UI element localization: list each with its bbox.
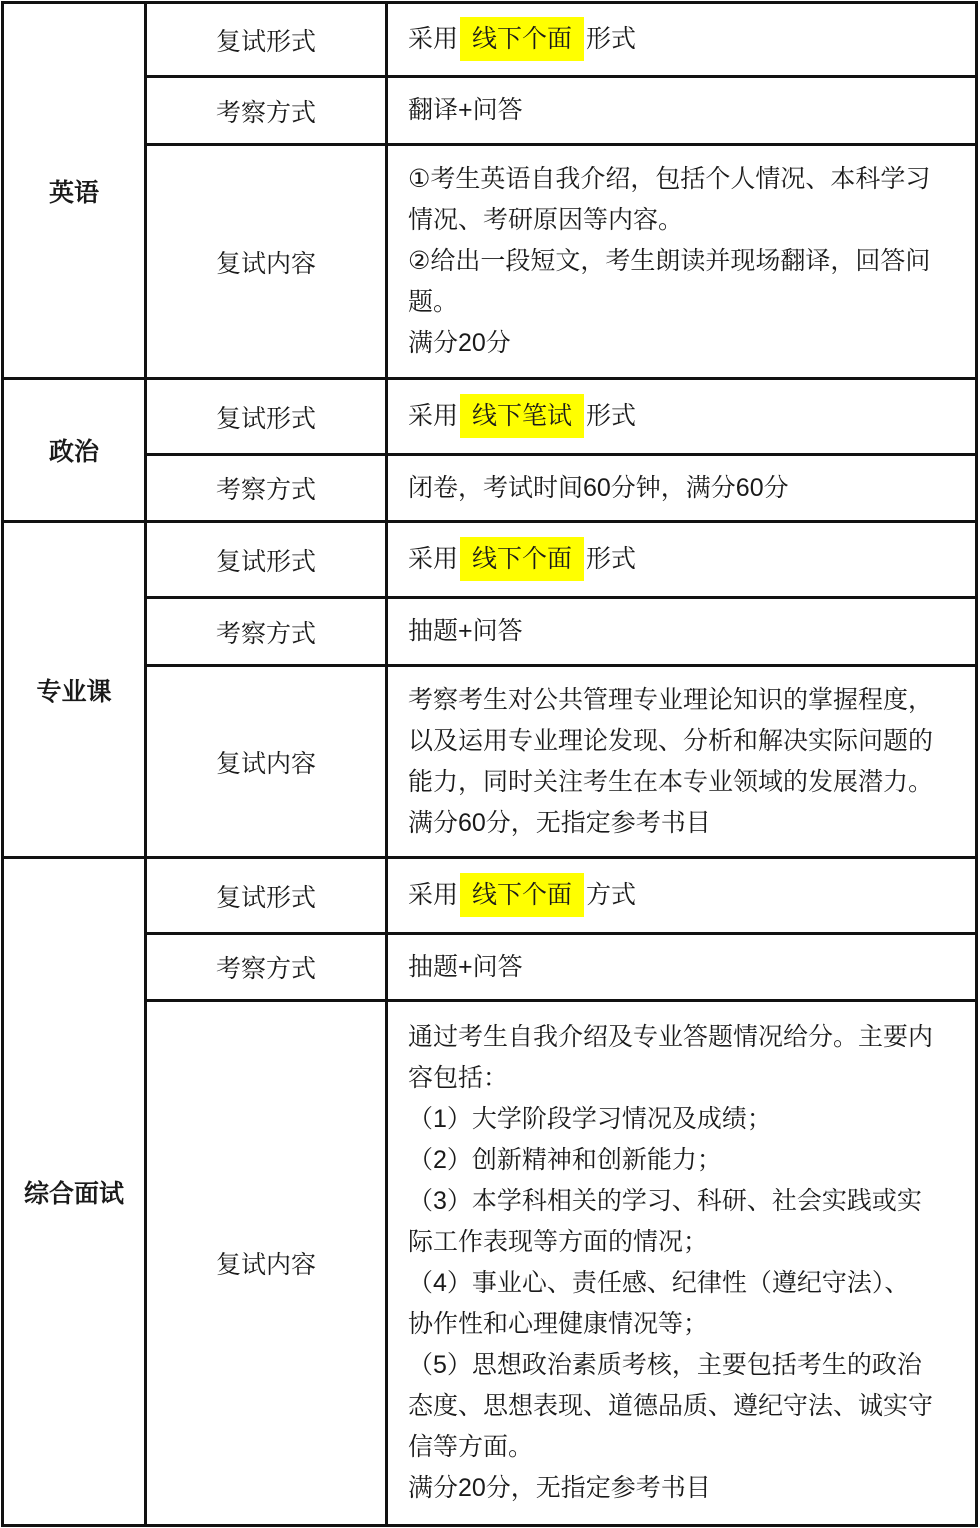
highlighted-text: 线下个面 bbox=[460, 537, 584, 581]
item-label: 考察方式 bbox=[146, 598, 387, 666]
content-line: ①考生英语自我介绍，包括个人情况、本科学习 bbox=[408, 165, 931, 193]
content-line: 容包括： bbox=[408, 1064, 509, 1092]
table-row bbox=[3, 858, 977, 934]
table-row bbox=[3, 3, 977, 77]
content-suffix: 形式 bbox=[586, 25, 637, 53]
content-line: （4）事业心、责任感、纪律性（遵纪守法）、 bbox=[408, 1269, 910, 1297]
item-content bbox=[387, 666, 977, 858]
item-label: 复试形式 bbox=[146, 3, 387, 77]
item-label: 考察方式 bbox=[146, 77, 387, 145]
item-content bbox=[387, 934, 977, 1001]
table-row bbox=[3, 934, 977, 1001]
content-line: （5）思想政治素质考核，主要包括考生的政治 bbox=[408, 1351, 922, 1379]
content-line: （1）大学阶段学习情况及成绩； bbox=[408, 1105, 772, 1133]
highlighted-text: 线下个面 bbox=[460, 873, 584, 917]
item-label: 复试内容 bbox=[146, 666, 387, 858]
content-line: 抽题+问答 bbox=[408, 952, 523, 981]
content-line: 闭卷，考试时间60分钟，满分60分 bbox=[408, 473, 789, 502]
item-content bbox=[387, 3, 977, 77]
content-line: ②给出一段短文，考生朗读并现场翻译，回答问 bbox=[408, 247, 931, 275]
item-label: 复试形式 bbox=[146, 522, 387, 598]
content-line: 题。 bbox=[408, 288, 459, 316]
content-line: 满分20分 bbox=[408, 329, 511, 357]
content-line: 通过考生自我介绍及专业答题情况给分。主要内 bbox=[408, 1023, 934, 1051]
content-line: 能力，同时关注考生在本专业领域的发展潜力。 bbox=[408, 767, 934, 796]
table-row bbox=[3, 77, 977, 145]
content-line: 抽题+问答 bbox=[408, 617, 523, 645]
item-content bbox=[387, 379, 977, 455]
item-content bbox=[387, 598, 977, 666]
content-suffix: 形式 bbox=[586, 545, 637, 573]
item-label: 复试内容 bbox=[146, 1001, 387, 1526]
highlighted-text: 线下笔试 bbox=[460, 394, 584, 438]
content-prefix: 采用 bbox=[408, 25, 459, 53]
table-row bbox=[3, 598, 977, 666]
table-row bbox=[3, 1001, 977, 1526]
retest-table bbox=[1, 1, 978, 1527]
content-line: （2）创新精神和创新能力； bbox=[408, 1146, 722, 1174]
table-row bbox=[3, 379, 977, 455]
subject-cell: 政治 bbox=[3, 379, 146, 522]
content-prefix: 采用 bbox=[408, 402, 459, 430]
content-line: 信等方面。 bbox=[408, 1433, 534, 1461]
content-line: 态度、思想表现、道德品质、遵纪守法、诚实守 bbox=[408, 1392, 934, 1420]
subject-cell: 英语 bbox=[3, 3, 146, 379]
item-label: 复试内容 bbox=[146, 145, 387, 379]
content-line: 考察考生对公共管理专业理论知识的掌握程度， bbox=[408, 685, 934, 714]
item-content bbox=[387, 522, 977, 598]
item-content bbox=[387, 77, 977, 145]
table-row bbox=[3, 145, 977, 379]
content-line: 际工作表现等方面的情况； bbox=[408, 1228, 709, 1256]
content-line: 满分20分，无指定参考书目 bbox=[408, 1474, 711, 1502]
item-label: 考察方式 bbox=[146, 934, 387, 1001]
item-label: 复试形式 bbox=[146, 379, 387, 455]
item-content bbox=[387, 858, 977, 934]
item-label: 考察方式 bbox=[146, 455, 387, 522]
content-prefix: 采用 bbox=[408, 545, 459, 573]
item-content bbox=[387, 1001, 977, 1526]
item-content bbox=[387, 145, 977, 379]
table-row bbox=[3, 455, 977, 522]
item-content bbox=[387, 455, 977, 522]
content-line: （3）本学科相关的学习、科研、社会实践或实 bbox=[408, 1187, 922, 1215]
content-suffix: 形式 bbox=[586, 402, 637, 430]
content-line: 满分60分，无指定参考书目 bbox=[408, 808, 711, 837]
subject-cell: 专业课 bbox=[3, 522, 146, 858]
subject-cell: 综合面试 bbox=[3, 858, 146, 1526]
content-line: 以及运用专业理论发现、分析和解决实际问题的 bbox=[408, 726, 934, 755]
highlighted-text: 线下个面 bbox=[460, 17, 584, 61]
content-line: 情况、考研原因等内容。 bbox=[408, 206, 684, 234]
content-line: 翻译+问答 bbox=[408, 96, 523, 124]
content-suffix: 方式 bbox=[586, 881, 637, 909]
content-prefix: 采用 bbox=[408, 881, 459, 909]
table-row bbox=[3, 666, 977, 858]
item-label: 复试形式 bbox=[146, 858, 387, 934]
content-line: 协作性和心理健康情况等； bbox=[408, 1310, 709, 1338]
table-row bbox=[3, 522, 977, 598]
